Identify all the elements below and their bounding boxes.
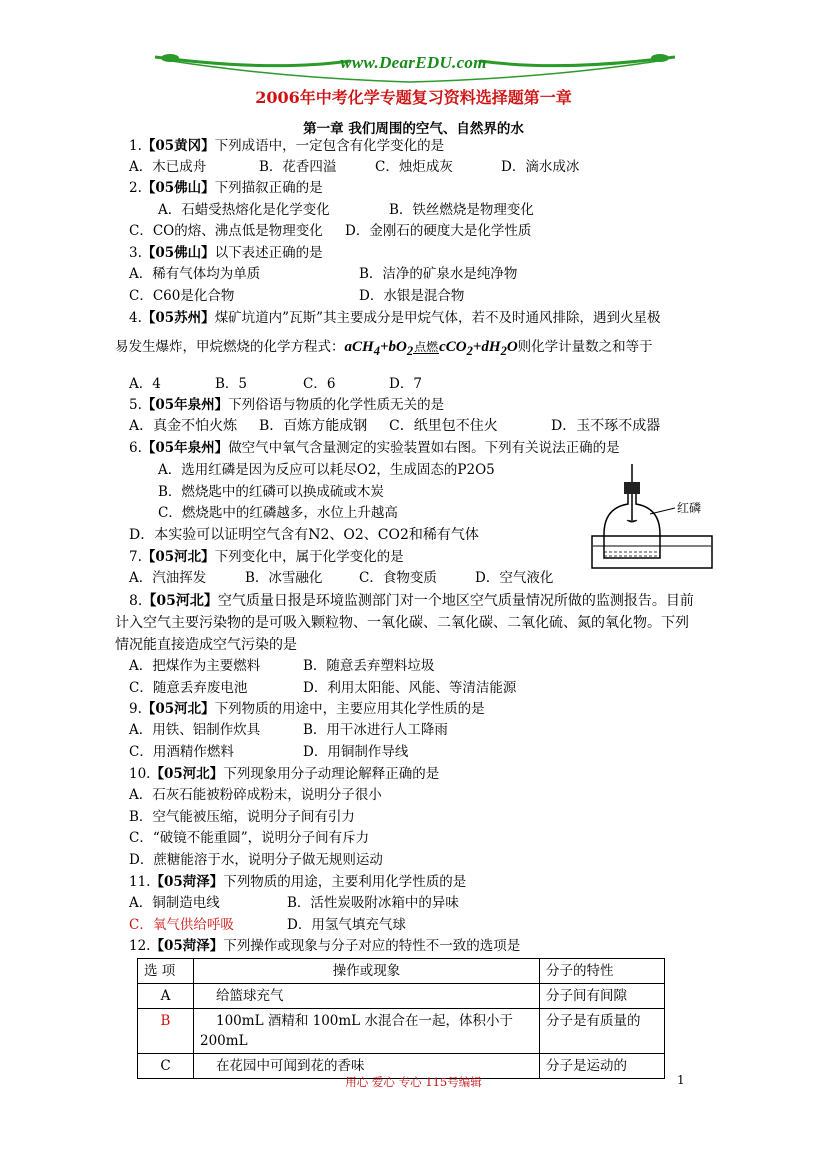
question-1: 1.【05黄冈】下列成语中，一定包含有化学变化的是: [129, 138, 445, 154]
question-8-line-3: 情况能直接造成空气污染的是: [115, 637, 297, 653]
table-cell: C: [138, 1054, 194, 1079]
option: B．燃烧匙中的红磷可以换成硫或木炭: [158, 484, 384, 500]
option: C．6: [303, 376, 336, 392]
question-4-equation-line: 易发生爆炸，甲烷燃烧的化学方程式：$aCH_4+bO_2$点燃$cCO_2+dH_2O$则化学计量数之和等于: [115, 339, 653, 358]
figure-label-red-phosphorus: 红磷: [677, 501, 702, 515]
question-12: 12.【05菏泽】下列操作或现象与分子对应的特性不一致的选项是: [129, 938, 521, 954]
option: B．用干冰进行人工降雨: [303, 722, 448, 738]
option: D．用铜制作导线: [303, 744, 409, 760]
option: C．随意丢弃废电池: [129, 680, 248, 696]
question-11: 11.【05菏泽】下列物质的用途，主要利用化学性质的是: [129, 874, 467, 890]
experiment-apparatus-figure: [590, 462, 715, 572]
option: B．活性炭吸附冰箱中的异味: [287, 895, 459, 911]
option: A．石灰石能被粉碎成粉末，说明分子很小: [129, 787, 382, 803]
option: D．用氢气填充气球: [287, 917, 406, 933]
option: A．铜制造电线: [129, 895, 220, 911]
table-cell: 给篮球充气: [194, 984, 540, 1009]
option: D．利用太阳能、风能、等清洁能源: [303, 680, 517, 696]
option: B．随意丢弃塑料垃圾: [303, 658, 435, 674]
table-cell: 分子是有质量的: [540, 1009, 665, 1054]
question-4: 4.【05苏州】煤矿坑道内”瓦斯”其主要成分是甲烷气体，若不及时通风排除，遇到火星极: [129, 310, 661, 326]
table-row: [138, 1009, 665, 1054]
table-header-cell: 操作或现象: [194, 959, 540, 984]
option: B．冰雪融化: [245, 570, 323, 586]
option: C．C60是化合物: [129, 288, 235, 304]
question-7: 7.【05河北】下列变化中，属于化学变化的是: [129, 549, 404, 565]
table-row: [138, 984, 665, 1009]
option: D．玉不琢不成器: [551, 418, 661, 434]
option: A．汽油挥发: [129, 570, 207, 586]
question-2: 2.【05佛山】下列描叙正确的是: [129, 180, 323, 196]
option: D．7: [389, 376, 422, 392]
option-c-highlighted: C．氧气供给呼吸: [129, 917, 234, 933]
question-8-line-2: 计入空气主要污染物的是可吸入颗粒物、一氧化碳、二氧化碳、二氧化硫、氮的氧化物。下列: [115, 615, 689, 631]
option: C．食物变质: [359, 570, 437, 586]
option: D．滴水成冰: [501, 159, 580, 175]
question-5: 5.【05年泉州】下列俗语与物质的化学性质无关的是: [129, 397, 445, 413]
table-header-row: [138, 959, 665, 984]
option: A．木已成舟: [129, 159, 207, 175]
option: A．把煤作为主要燃料: [129, 658, 261, 674]
table-cell: 分子是运动的: [540, 1054, 665, 1079]
option: A．4: [129, 376, 161, 392]
question-12-table: [137, 958, 665, 1079]
option: B．铁丝燃烧是物理变化: [389, 202, 534, 218]
option: A．石蜡受热熔化是化学变化: [158, 202, 330, 218]
option: D．空气液化: [475, 570, 554, 586]
page-number: 1: [677, 1073, 685, 1087]
option: A．真金不怕火炼: [129, 418, 238, 434]
table-cell: B: [138, 1009, 194, 1054]
option: B．花香四溢: [259, 159, 337, 175]
option: B．百炼方能成钢: [259, 418, 368, 434]
site-header: www.DearEDU.com: [340, 53, 487, 72]
option: B．5: [215, 376, 248, 392]
option: D．金刚石的硬度大是化学性质: [345, 223, 532, 239]
page-footer: 用心 爱心 专心 115号编辑: [345, 1075, 482, 1089]
document-title: 2006年中考化学专题复习资料选择题第一章: [255, 88, 572, 107]
question-3: 3.【05佛山】以下表述正确的是: [129, 245, 323, 261]
table-header-cell: 分子的特性: [540, 959, 665, 984]
question-10: 10.【05河北】下列现象用分子动理论解释正确的是: [129, 766, 440, 782]
option: A．稀有气体均为单质: [129, 266, 261, 282]
option: D．蔗糖能溶于水，说明分子做无规则运动: [129, 852, 383, 868]
option: D．本实验可以证明空气含有N2、O2、CO2和稀有气体: [129, 527, 479, 543]
option: C．纸里包不住火: [389, 418, 498, 434]
option: C．CO的熔、沸点低是物理变化: [129, 223, 323, 239]
question-8: 8.【05河北】空气质量日报是环境监测部门对一个地区空气质量情况所做的监测报告。目前: [129, 593, 694, 609]
option: C．燃烧匙中的红磷越多，水位上升越高: [158, 505, 398, 521]
option: A．选用红磷是因为反应可以耗尽O2，生成固态的P2O5: [158, 462, 495, 478]
option: C．“破镜不能重圆”，说明分子间有斥力: [129, 830, 370, 846]
question-6: 6.【05年泉州】做空气中氧气含量测定的实验装置如右图。下列有关说法正确的是: [129, 440, 620, 456]
chapter-title: 第一章 我们周围的空气、自然界的水: [303, 121, 524, 137]
option: C．用酒精作燃料: [129, 744, 234, 760]
table-header-cell: 选 项: [138, 959, 194, 984]
table-cell: 分子间有间隙: [540, 984, 665, 1009]
option: B．洁净的矿泉水是纯净物: [359, 266, 518, 282]
option: D．水银是混合物: [359, 288, 465, 304]
question-9: 9.【05河北】下列物质的用途中，主要应用其化学性质的是: [129, 701, 485, 717]
option: A．用铁、铝制作炊具: [129, 722, 261, 738]
option: B．空气能被压缩，说明分子间有引力: [129, 809, 355, 825]
option: C．烛炬成灰: [375, 159, 453, 175]
table-cell: 在花园中可闻到花的香味: [194, 1054, 540, 1079]
table-cell: A: [138, 984, 194, 1009]
chemical-equation: $aCH_4+bO_2$点燃$cCO_2+dH_2O$: [344, 339, 518, 358]
table-cell: 100mL 酒精和 100mL 水混合在一起，体积小于 200mL: [194, 1009, 540, 1054]
